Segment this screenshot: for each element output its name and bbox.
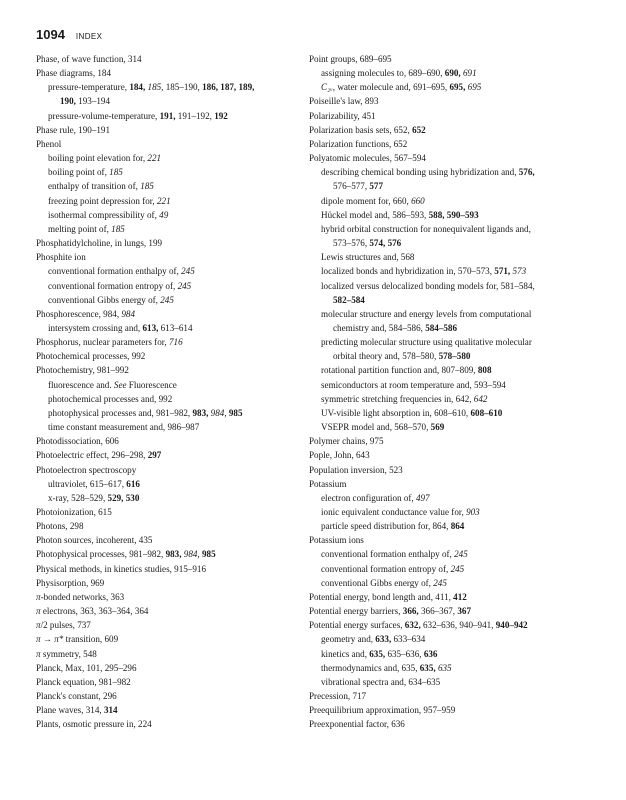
bold-page-ref: 635, — [419, 662, 436, 673]
entry-text: x-ray, 528–529, — [48, 492, 108, 503]
entry-text: Potential energy, bond length and, 411, — [309, 591, 454, 602]
index-subentry — [309, 675, 593, 689]
entry-text: Potential energy surfaces, — [309, 620, 405, 631]
entry-text: 633–634 — [391, 634, 426, 645]
entry-text: localized versus delocalized bonding models for, 581–584, — [321, 280, 535, 291]
italic-text: 984, — [183, 549, 200, 560]
entry-text: Pople, John, 643 — [309, 450, 370, 461]
italic-text: 185 — [109, 167, 123, 178]
index-entry — [309, 94, 593, 108]
entry-text: describing chemical bonding using hybridization and, — [321, 167, 519, 178]
italic-text: 660 — [411, 195, 425, 206]
entry-text: photophysical processes and, 981–982, — [48, 407, 193, 418]
bold-page-ref: 529, 530 — [107, 492, 140, 503]
index-subentry — [36, 94, 298, 108]
entry-text: Polymer chains, 975 — [309, 436, 384, 447]
index-column-right — [309, 52, 593, 732]
entry-text: electrons, 363, 363–364, 364 — [40, 606, 149, 617]
bold-page-ref: 864 — [450, 521, 465, 532]
index-subentry — [36, 194, 298, 208]
bold-page-ref: 632, — [404, 620, 421, 631]
index-subentry — [36, 321, 298, 335]
entry-text: molecular structure and energy levels from computational — [321, 308, 532, 319]
index-subentry — [309, 378, 593, 392]
index-subentry — [36, 406, 298, 420]
entry-text: Planck equation, 981–982 — [36, 676, 131, 687]
bold-page-ref: 983, — [192, 407, 209, 418]
index-entry — [36, 533, 298, 547]
bold-page-ref: 366, — [402, 606, 419, 617]
index-subentry — [309, 576, 593, 590]
italic-text: 221 — [147, 153, 162, 164]
index-entry — [36, 363, 298, 377]
italic-text: 497 — [415, 492, 430, 503]
entry-text: Polarization functions, 652 — [309, 138, 408, 149]
entry-text: intersystem crossing and, — [48, 322, 143, 333]
index-subentry — [36, 208, 298, 222]
index-entry — [36, 632, 298, 646]
bold-page-ref: 412 — [453, 591, 467, 602]
italic-text: 903 — [466, 507, 480, 517]
index-subentry — [36, 279, 298, 293]
bold-page-ref: 367 — [457, 606, 471, 617]
italic-text: C₂ᵥ — [321, 82, 333, 93]
index-subentry — [309, 420, 593, 434]
italic-text: 635 — [437, 662, 452, 673]
index-entry — [309, 703, 593, 717]
entry-text: conventional formation entropy of, — [321, 563, 451, 574]
italic-text: 642 — [473, 393, 488, 404]
index-entry — [36, 647, 298, 661]
entry-text: assigning molecules to, 689–690, — [321, 68, 445, 79]
index-entry — [309, 137, 593, 151]
index-subentry — [36, 179, 298, 193]
entry-text: enthalpy of transition of, — [48, 181, 141, 192]
index-entry — [309, 463, 593, 477]
index-subentry — [36, 477, 298, 491]
italic-text: π — [36, 620, 41, 631]
entry-text: Preequilibrium approximation, 957–959 — [309, 705, 456, 716]
entry-text: conventional formation enthalpy of, — [48, 266, 182, 277]
entry-text: Photon sources, incoherent, 435 — [36, 535, 153, 546]
index-subentry — [309, 661, 593, 675]
italic-text: 185 — [111, 223, 125, 234]
entry-text: Photoelectron spectroscopy — [36, 464, 137, 475]
index-entry — [309, 717, 593, 731]
italic-text: 245 — [454, 549, 468, 560]
bold-page-ref: 633, — [375, 634, 392, 645]
bold-page-ref: 576, — [518, 167, 535, 178]
bold-page-ref: 190, — [60, 96, 76, 107]
italic-text: π → π* — [36, 634, 64, 645]
entry-text: freezing point depression for, — [48, 195, 157, 206]
entry-text: 576–577, — [333, 181, 370, 192]
index-entry — [309, 109, 593, 123]
index-entry — [36, 307, 298, 321]
entry-text: 635–636, — [385, 648, 424, 659]
entry-text: 632–636, 940–941, — [420, 620, 496, 631]
entry-text: Preexponential factor, 636 — [309, 719, 405, 730]
index-subentry — [36, 109, 298, 123]
entry-text: pressure-volume-temperature, — [48, 110, 160, 121]
entry-text: Phosphorescence, 984, — [36, 308, 122, 319]
index-subentry — [309, 335, 593, 349]
entry-text: orbital theory and, 578–580, — [333, 351, 439, 362]
index-entry — [309, 604, 593, 618]
entry-text: boiling point elevation for, — [48, 153, 148, 164]
entry-text: rotational partition function and, 807–809, — [321, 365, 478, 376]
entry-text: Photochemical processes, 992 — [36, 351, 146, 362]
entry-text: Photoelectric effect, 296–298, — [36, 450, 148, 461]
index-entry — [36, 703, 298, 717]
entry-text: Hückel model and, 586–593, — [321, 209, 429, 220]
index-subentry — [36, 165, 298, 179]
index-subentry — [309, 279, 593, 293]
index-entry — [36, 52, 298, 66]
entry-text: Phase, of wave function, 314 — [36, 54, 142, 64]
entry-text: Population inversion, 523 — [309, 464, 403, 475]
index-entry — [309, 533, 593, 547]
index-entry — [36, 689, 298, 703]
italic-text: 245 — [450, 563, 465, 574]
bold-page-ref: 613, — [142, 322, 159, 333]
bold-page-ref: 635, — [369, 648, 386, 659]
bold-page-ref: 577 — [369, 181, 384, 192]
italic-text: 695 — [467, 82, 482, 93]
index-entry — [36, 547, 298, 561]
index-subentry — [36, 80, 298, 94]
entry-text: Poiseille's law, 893 — [309, 96, 379, 107]
index-entry — [36, 590, 298, 604]
index-entry — [309, 151, 593, 165]
entry-text: symmetry, 548 — [40, 648, 97, 659]
bold-page-ref: 695, — [449, 82, 466, 93]
entry-text: conventional Gibbs energy of, — [321, 577, 434, 588]
entry-text: Phenol — [36, 138, 62, 149]
index-entry — [36, 463, 298, 477]
entry-text: localized bonds and hybridization in, 570–573, — [321, 266, 495, 277]
entry-text: , water molecule and, 691–695, — [332, 82, 450, 93]
entry-text: Potassium ions — [309, 535, 364, 546]
index-subentry — [309, 505, 593, 519]
entry-text: predicting molecular structure using qualitative molecular — [321, 337, 532, 348]
entry-text: geometry and, — [321, 634, 376, 645]
index-entry — [36, 661, 298, 675]
bold-page-ref: 184, — [129, 82, 146, 93]
entry-text: 191–192, — [175, 110, 215, 121]
entry-text: Planck, Max, 101, 295–296 — [36, 662, 137, 673]
entry-text: ultraviolet, 615–617, — [48, 478, 127, 489]
entry-text: melting point of, — [48, 223, 112, 234]
index-entry — [309, 618, 593, 632]
index-subentry — [309, 80, 593, 94]
bold-page-ref: 985 — [228, 407, 243, 418]
entry-text: Polarizability, 451 — [309, 110, 376, 121]
entry-text: Photochemistry, 981–992 — [36, 365, 129, 376]
running-title: INDEX — [75, 32, 103, 41]
index-entry — [309, 434, 593, 448]
index-subentry — [309, 632, 593, 646]
index-entry — [36, 576, 298, 590]
bold-page-ref: 616 — [126, 478, 140, 489]
bold-page-ref: 584–586 — [425, 322, 458, 333]
index-entry — [36, 434, 298, 448]
italic-text: 691 — [462, 68, 477, 79]
index-subentry — [309, 208, 593, 222]
bold-page-ref: 985 — [201, 549, 216, 560]
index-entry — [309, 448, 593, 462]
entry-text: -bonded networks, 363 — [40, 591, 125, 602]
index-entry — [36, 236, 298, 250]
index-subentry — [36, 222, 298, 236]
italic-text: 221 — [156, 195, 171, 206]
index-subentry — [309, 406, 593, 420]
italic-text: π — [36, 606, 41, 617]
entry-text: semiconductors at room temperature and, 593–594 — [321, 379, 506, 390]
entry-text: boiling point of, — [48, 167, 110, 178]
entry-text: Planck's constant, 296 — [36, 691, 117, 702]
italic-text: 984 — [121, 308, 136, 319]
index-entry — [309, 477, 593, 491]
index-entry — [36, 123, 298, 137]
italic-text: 185, — [147, 82, 164, 93]
entry-text: UV-visible light absorption in, 608–610, — [321, 407, 471, 418]
index-subentry — [309, 194, 593, 208]
bold-page-ref: 314 — [103, 705, 118, 716]
index-entry — [309, 52, 593, 66]
entry-text: Point groups, 689–695 — [309, 54, 392, 64]
bold-page-ref: 608–610 — [470, 407, 503, 418]
entry-text: Photodissociation, 606 — [36, 436, 119, 447]
entry-text: 573–576, — [333, 238, 370, 249]
index-entry — [36, 562, 298, 576]
index-subentry — [309, 647, 593, 661]
index-column-left — [36, 52, 298, 732]
index-subentry — [309, 250, 593, 264]
index-subentry — [309, 264, 593, 278]
index-subentry — [36, 151, 298, 165]
entry-text: Polyatomic molecules, 567–594 — [309, 153, 426, 164]
italic-text: 245 — [177, 280, 192, 291]
bold-page-ref: 191, — [159, 110, 176, 121]
entry-text: thermodynamics and, 635, — [321, 662, 420, 673]
entry-text: fluorescence and. — [48, 379, 114, 390]
index-subentry — [309, 236, 593, 250]
index-subentry — [36, 420, 298, 434]
index-entry — [36, 66, 298, 80]
index-subentry — [309, 519, 593, 533]
entry-text: conventional Gibbs energy of, — [48, 294, 161, 305]
entry-text: 366–367, — [418, 606, 458, 617]
index-entry — [36, 717, 298, 731]
entry-text: Photoionization, 615 — [36, 507, 112, 517]
index-subentry — [309, 179, 593, 193]
entry-text: electron configuration of, — [321, 492, 416, 503]
entry-text: Plants, osmotic pressure in, 224 — [36, 719, 152, 730]
entry-text: 185–190, — [163, 82, 203, 93]
index-subentry — [309, 349, 593, 363]
index-entry — [36, 675, 298, 689]
index-subentry — [309, 321, 593, 335]
entry-text: kinetics and, — [321, 648, 370, 659]
index-entry — [36, 335, 298, 349]
entry-text: Fluorescence — [126, 379, 177, 390]
bold-page-ref: 192 — [214, 110, 228, 121]
entry-text: conventional formation enthalpy of, — [321, 549, 455, 560]
bold-page-ref: 636 — [423, 648, 438, 659]
entry-text: Potential energy barriers, — [309, 606, 403, 617]
index-subentry — [36, 392, 298, 406]
index-subentry — [36, 293, 298, 307]
bold-page-ref: 578–580 — [438, 351, 471, 362]
italic-text: 245 — [160, 294, 174, 305]
index-subentry — [36, 491, 298, 505]
entry-text: conventional formation entropy of, — [48, 280, 178, 291]
index-subentry — [309, 392, 593, 406]
index-subentry — [309, 66, 593, 80]
italic-text: π — [36, 648, 41, 659]
index-subentry — [309, 491, 593, 505]
index-subentry — [36, 378, 298, 392]
index-entry — [309, 123, 593, 137]
bold-page-ref: 652 — [412, 124, 426, 135]
index-entry — [36, 604, 298, 618]
index-subentry — [309, 562, 593, 576]
entry-text: photochemical processes and, 992 — [48, 393, 173, 404]
italic-text: 984, — [210, 407, 227, 418]
bold-page-ref: 569 — [430, 422, 445, 433]
bold-page-ref: 574, 576 — [369, 238, 402, 249]
entry-text: Physical methods, in kinetics studies, 915–916 — [36, 563, 206, 574]
bold-page-ref: 588, 590–593 — [428, 209, 479, 220]
index-subentry — [36, 264, 298, 278]
entry-text: /2 pulses, 737 — [40, 620, 91, 631]
index-subentry — [309, 293, 593, 307]
italic-text: 573 — [512, 266, 527, 277]
entry-text: Phosphatidylcholine, in lungs, 199 — [36, 238, 163, 249]
entry-text: Photophysical processes, 981–982, — [36, 549, 166, 560]
entry-text: 193–194 — [75, 96, 111, 107]
index-entry — [36, 618, 298, 632]
index-entry — [36, 505, 298, 519]
entry-text: Phase diagrams, 184 — [36, 68, 112, 79]
entry-text: symmetric stretching frequencies in, 642, — [321, 393, 474, 404]
entry-text: Phosphorus, nuclear parameters for, — [36, 337, 169, 348]
entry-text: time constant measurement and, 986–987 — [48, 422, 200, 433]
bold-page-ref: 571, — [494, 266, 511, 277]
bold-page-ref: 297 — [147, 450, 162, 461]
entry-text: VSEPR model and, 568–570, — [321, 422, 431, 433]
index-entry — [36, 137, 298, 151]
bold-page-ref: 690, — [444, 68, 461, 79]
entry-text: dipole moment for, 660, — [321, 195, 412, 206]
entry-text: hybrid orbital construction for nonequivalent ligands and, — [321, 223, 531, 234]
italic-text: 716 — [168, 337, 183, 348]
bold-page-ref: 186, 187, 189, — [202, 82, 255, 93]
bold-page-ref: 582–584 — [333, 294, 365, 305]
entry-text: Phase rule, 190–191 — [36, 124, 111, 135]
entry-text: isothermal compressibility of, — [48, 209, 160, 220]
entry-text: pressure-temperature, — [48, 82, 130, 93]
italic-text: π — [36, 591, 41, 602]
entry-text: Potassium — [309, 478, 347, 489]
entry-text: ionic equivalent conductance value for, — [321, 507, 467, 517]
italic-text: 245 — [433, 577, 447, 588]
index-entry — [36, 349, 298, 363]
entry-text: 613–614 — [158, 322, 193, 333]
entry-text: Precession, 717 — [309, 691, 367, 702]
index-subentry — [309, 363, 593, 377]
index-entry — [36, 448, 298, 462]
italic-text: 245 — [181, 266, 195, 277]
italic-text: 185 — [140, 181, 154, 192]
entry-text: Physisorption, 969 — [36, 577, 105, 588]
entry-text: Photons, 298 — [36, 521, 84, 532]
index-subentry — [309, 547, 593, 561]
entry-text: particle speed distribution for, 864, — [321, 521, 451, 532]
entry-text: chemistry and, 584–586, — [333, 322, 426, 333]
entry-text: Polarization basis sets, 652, — [309, 124, 413, 135]
entry-text: transition, 609 — [63, 634, 119, 645]
entry-text: Phosphite ion — [36, 252, 86, 263]
index-entry — [36, 519, 298, 533]
page-number: 1094 — [36, 27, 65, 42]
entry-text: Lewis structures and, 568 — [321, 252, 415, 263]
index-subentry — [309, 222, 593, 236]
index-entry — [309, 689, 593, 703]
entry-text: Plane waves, 314, — [36, 705, 104, 716]
index-entry — [309, 590, 593, 604]
italic-text: See — [113, 379, 127, 390]
index-entry — [36, 250, 298, 264]
entry-text: vibrational spectra and, 634–635 — [321, 676, 441, 687]
italic-text: 49 — [159, 209, 169, 220]
index-subentry — [309, 307, 593, 321]
bold-page-ref: 940–942 — [495, 620, 528, 631]
bold-page-ref: 983, — [165, 549, 182, 560]
page-header — [36, 26, 102, 44]
index-subentry — [309, 165, 593, 179]
bold-page-ref: 808 — [477, 365, 492, 376]
